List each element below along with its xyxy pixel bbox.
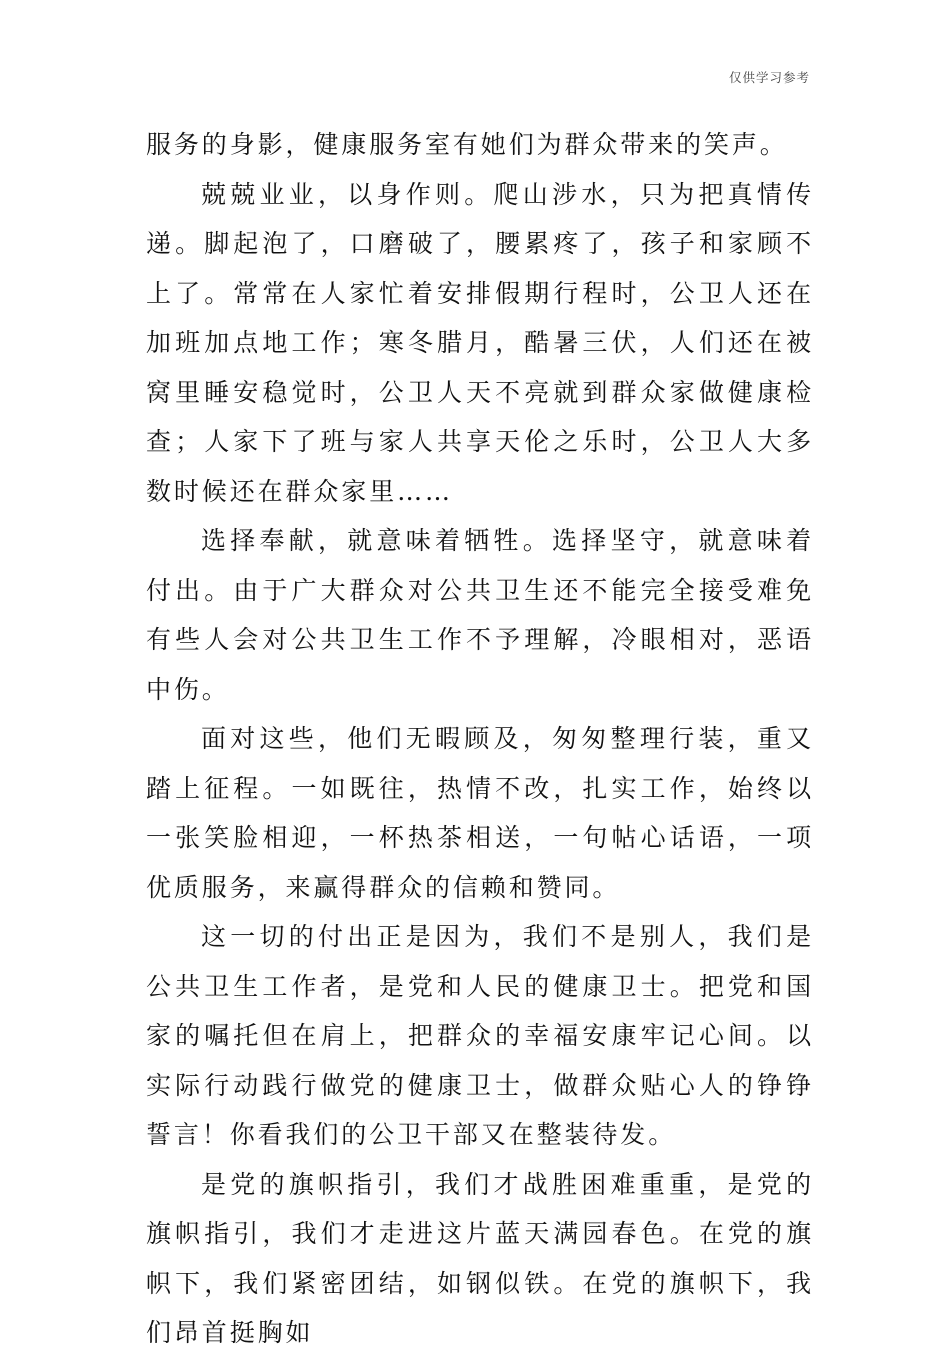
document-body (146, 120, 814, 1358)
paragraph-purpose: 这一切的付出正是因为，我们不是别人，我们是公共卫生工作者，是党和人民的健康卫士。把党和国家的嘱托但在肩上，把群众的幸福安康牢记心间。以实际行动践行做党的健康卫士，做群众贴心人的铮铮誓言！你看我们的公卫干部又在整装待发。 (146, 922, 814, 1149)
header-note: 仅供学习参考 (728, 70, 810, 85)
paragraph-dedication: 兢兢业业，以身作则。爬山涉水，只为把真情传递。脚起泡了，口磨破了，腰累疼了，孩子和家顾不上了。常常在人家忙着安排假期行程时，公卫人还在加班加点地工作；寒冬腊月，酷暑三伏，人们还在被窝里睡安稳觉时，公卫人天不亮就到群众家做健康检查；人家下了班与家人共享天伦之乐时，公卫人大多数时候还在群众家里…… (146, 179, 814, 506)
paragraph-continuation: 服务的身影，健康服务室有她们为群众带来的笑声。 (146, 130, 788, 159)
paragraph-party-flag: 是党的旗帜指引，我们才战胜困难重重，是党的旗帜指引，我们才走进这片蓝天满园春色。在党的旗帜下，我们紧密团结，如钢似铁。在党的旗帜下，我们昂首挺胸如 (146, 1169, 814, 1347)
paragraph-perseverance: 面对这些，他们无暇顾及，匆匆整理行装，重又踏上征程。一如既往，热情不改，扎实工作，始终以一张笑脸相迎，一杯热茶相送，一句帖心话语，一项优质服务，来赢得群众的信赖和赞同。 (146, 724, 814, 902)
paragraph-sacrifice: 选择奉献，就意味着牺牲。选择坚守，就意味着付出。由于广大群众对公共卫生还不能完全接受难免有些人会对公共卫生工作不予理解，冷眼相对，恶语中伤。 (146, 526, 814, 704)
